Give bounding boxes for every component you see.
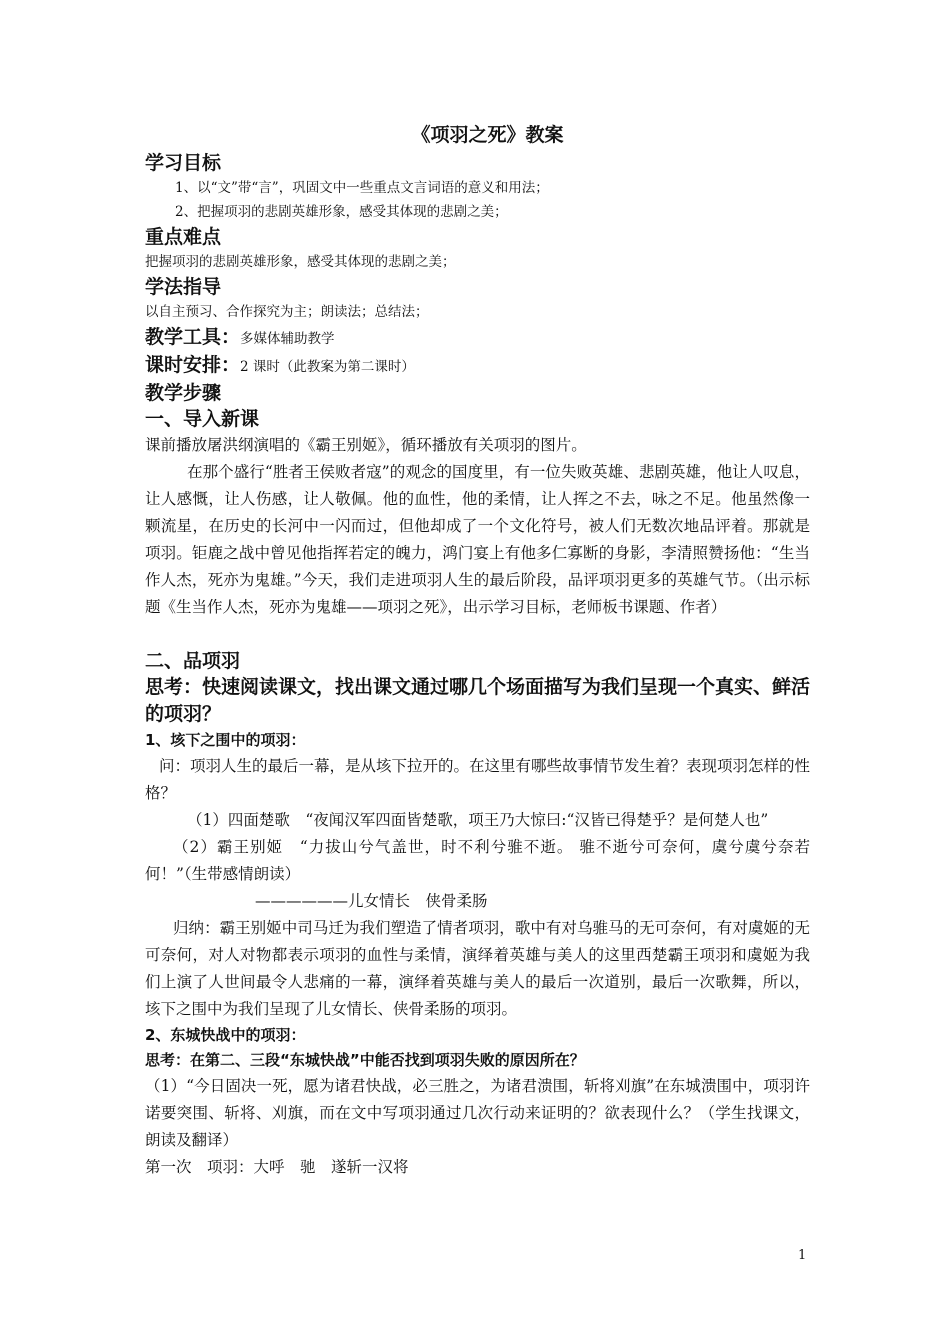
sub2-heading: 2、东城快战中的项羽：	[145, 1026, 306, 1044]
sub2-paragraph: （1）“今日固决一死，愿为诸君快战，必三胜之，为诸君溃围，斩将刈旗”在东城溃围中，项羽许诺要突围、斩将、刈旗，而在文中写项羽通过几次行动来证明的？欲表现什么？（学生找课文，朗读及翻译）	[145, 1077, 810, 1149]
goal-item-2: 2、把握项羽的悲剧英雄形象，感受其体现的悲剧之美；	[175, 204, 508, 220]
sub1-heading: 1、垓下之围中的项羽：	[145, 731, 306, 749]
sub1-item-2: （2）霸王别姬 “力拔山兮气盖世，时不利兮骓不逝。 骓不逝兮可奈何，虞兮虞兮奈若何！”（生带感情朗读）	[145, 838, 810, 883]
sub2-first: 第一次 项羽：大呼 驰 遂斩一汉将	[145, 1158, 409, 1176]
sub1-dash-line: ——————儿女情长 侠骨柔肠	[255, 892, 488, 910]
method-text: 以自主预习、合作探究为主；朗读法；总结法；	[145, 304, 429, 320]
key-heading: 重点难点	[145, 226, 222, 248]
method-heading: 学法指导	[145, 276, 222, 298]
intro-paragraph: 在那个盛行“胜者王侯败者寇”的观念的国度里，有一位失败英雄、悲剧英雄，他让人叹息，让人感慨，让人伤感，让人敬佩。他的血性，他的柔情，让人挥之不去，咏之不足。他虽然像一颗流星，在历史的长河中一闪而过，但他却成了一个文化符号，被人们无数次地品评着。那就是项羽。钜鹿之战中曾见他指挥若定的魄力，鸿门宴上有他多仁寡断的身影，李清照赞扬他：“生当作人杰，死亦为鬼雄。”今天，我们走进项羽人生的最后阶段，品评项羽更多的英雄气节。（出示标题《生当作人杰，死亦为鬼雄——项羽之死》，出示学习目标，老师板书课题、作者）	[145, 463, 810, 616]
spacer	[145, 621, 810, 648]
schedule-label: 课时安排：	[145, 354, 241, 376]
part2-heading: 二、品项羽	[145, 650, 241, 672]
goals-heading: 学习目标	[145, 152, 222, 174]
tools-row	[145, 324, 810, 352]
sub2-question: 思考：在第二、三段“东城快战”中能否找到项羽失败的原因所在？	[145, 1051, 585, 1069]
intro-line: 课前播放屠洪纲演唱的《霸王别姬》，循环播放有关项羽的图片。	[145, 436, 587, 454]
sub1-summary: 归纳：霸王别姬中司马迁为我们塑造了情者项羽，歌中有对乌骓马的无可奈何，有对虞姬的无可奈何，对人对物都表示项羽的血性与柔情，演绎着英雄与美人的这里西楚霸王项羽和虞姬为我们上演了人世间最令人悲痛的一幕，演绎着英雄与美人的最后一次道别，最后一次歌舞，所以，垓下之围中为我们呈现了儿女情长、侠骨柔肠的项羽。	[145, 919, 810, 1018]
part2-question: 思考：快速阅读课文，找出课文通过哪几个场面描写为我们呈现一个真实、鲜活的项羽？	[145, 676, 811, 725]
sub1-ask: 问：项羽人生的最后一幕，是从垓下拉开的。在这里有哪些故事情节发生着？表现项羽怎样的性格？	[145, 757, 811, 802]
tools-value: 多媒体辅助教学	[240, 331, 335, 347]
schedule-row	[145, 352, 810, 380]
goal-item-1: 1、以“文”带“言”，巩固文中一些重点文言词语的意义和用法；	[175, 180, 549, 196]
steps-heading: 教学步骤	[145, 382, 222, 404]
intro-heading: 一、导入新课	[145, 408, 260, 430]
schedule-value: 2 课时（此教案为第二课时）	[240, 359, 415, 375]
tools-label: 教学工具：	[145, 326, 241, 348]
key-text: 把握项羽的悲剧英雄形象，感受其体现的悲剧之美；	[145, 254, 456, 270]
document-body	[145, 120, 810, 1181]
document-title: 《项羽之死》教案	[411, 124, 564, 146]
page-number: 1	[798, 1248, 807, 1263]
sub1-item-1: （1）四面楚歌 “夜闻汉军四面皆楚歌，项王乃大惊曰:“汉皆已得楚乎？是何楚人也”	[187, 811, 769, 829]
